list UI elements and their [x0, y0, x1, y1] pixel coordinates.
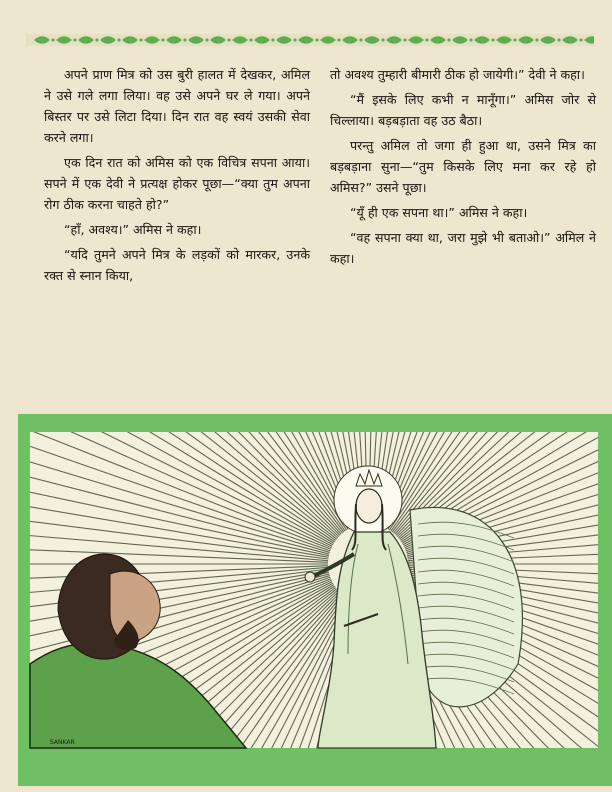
border-dot	[337, 38, 340, 41]
border-dot	[205, 38, 208, 41]
illustration-frame	[18, 414, 612, 786]
right-column	[330, 64, 596, 400]
border-dot	[579, 38, 582, 41]
border-dot	[293, 38, 296, 41]
border-dot	[381, 38, 384, 41]
border-dot	[425, 38, 428, 41]
border-dot	[139, 38, 142, 41]
decorative-border	[26, 34, 594, 46]
border-dot	[469, 38, 472, 41]
paragraph: “यूँ ही एक सपना था।” अमिस ने कहा।	[350, 205, 528, 220]
angel-hand	[305, 572, 315, 582]
paragraph: अपने प्राण मित्र को उस बुरी हालत में देखकर, अमिल ने उसे गले लगा लिया। वह उसे अपने घर ले गया। अपने बिस्तर पर उसे लिटा दिया। दिन रात वह स्वयं उसकी सेवा करने लगा।	[44, 67, 310, 145]
paragraph: “वह सपना क्या था, जरा मुझे भी बताओ।” अमिल ने कहा।	[330, 230, 596, 266]
angel-face	[356, 489, 382, 523]
border-dot	[447, 38, 450, 41]
border-dot	[403, 38, 406, 41]
border-dot	[359, 38, 362, 41]
border-dot	[491, 38, 494, 41]
artist-signature: SANKAR	[50, 739, 75, 746]
border-dot	[161, 38, 164, 41]
paragraph: तो अवश्य तुम्हारी बीमारी ठीक हो जायेगी।” देवी ने कहा।	[330, 67, 585, 82]
border-dot	[315, 38, 318, 41]
border-dot	[557, 38, 560, 41]
border-dot	[183, 38, 186, 41]
border-dot	[95, 38, 98, 41]
paragraph: “मैं इसके लिए कभी न मानूँगा।” अमिस जोर से चिल्लाया। बड़बड़ाता वह उठ बैठा।	[330, 92, 596, 128]
paragraph: “यदि तुमने अपने मित्र के लड़कों को मारकर, उनके रक्त से स्नान किया,	[44, 247, 310, 283]
paragraph: परन्तु अमिल तो जगा ही हुआ था, उसने मित्र का बड़बड़ाना सुना—“तुम किसके लिए मना कर रहे हो अमिस?” उसने पूछा।	[330, 138, 596, 195]
border-dot	[513, 38, 516, 41]
illustration	[18, 414, 612, 786]
left-column	[44, 64, 310, 400]
border-dot	[227, 38, 230, 41]
paragraph: एक दिन रात को अमिस को एक विचित्र सपना आया। सपने में एक देवी ने प्रत्यक्ष होकर पूछा—“क्या तुम अपना रोग ठीक करना चाहते हो?”	[44, 155, 310, 212]
paragraph: “हाँ, अवश्य।” अमिस ने कहा।	[64, 222, 202, 237]
border-dot	[51, 38, 54, 41]
border-dot	[535, 38, 538, 41]
text-columns	[44, 64, 596, 400]
border-dot	[73, 38, 76, 41]
border-dot	[271, 38, 274, 41]
border-dot	[249, 38, 252, 41]
border-dot	[117, 38, 120, 41]
